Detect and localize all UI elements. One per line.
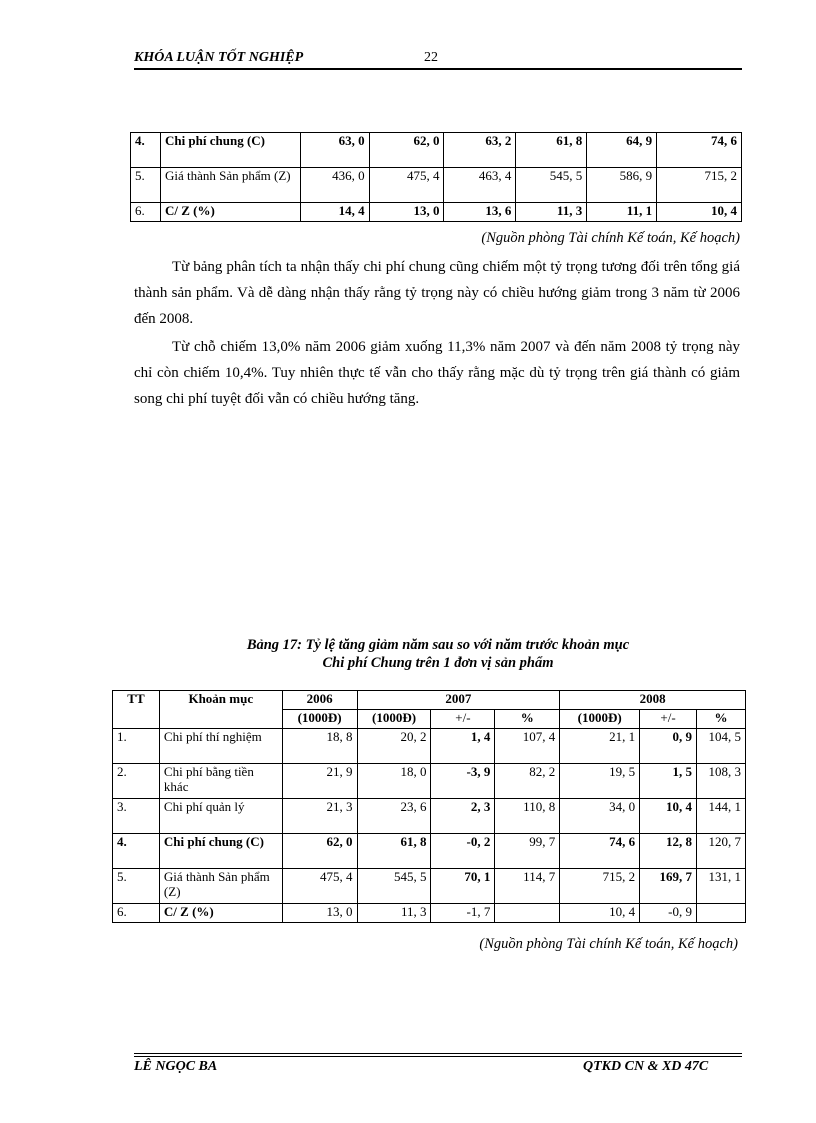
- cell-pct: 114, 7: [495, 869, 560, 904]
- cell-tt: 1.: [113, 729, 160, 764]
- footer-author: LÊ NGỌC BA: [134, 1059, 218, 1074]
- cell-value: 715, 2: [657, 168, 742, 203]
- cell-diff: 169, 7: [640, 869, 697, 904]
- cell-value: 20, 2: [357, 729, 431, 764]
- header-unit: (1000Đ): [560, 710, 640, 729]
- cell-value: 715, 2: [560, 869, 640, 904]
- cell-value: 586, 9: [587, 168, 657, 203]
- cell-item: Chi phí bằng tiền khác: [159, 764, 282, 799]
- cell-value: 21, 1: [560, 729, 640, 764]
- table-17-source: (Nguồn phòng Tài chính Kế toán, Kế hoạch): [479, 936, 738, 952]
- header-2006: 2006: [282, 691, 357, 710]
- header-unit: (1000Đ): [357, 710, 431, 729]
- cell-tt: 4.: [131, 133, 161, 168]
- footer-rule: [134, 1053, 742, 1054]
- header-pct: %: [697, 710, 746, 729]
- table-row: [113, 764, 746, 799]
- cell-value: 545, 5: [357, 869, 431, 904]
- cell-diff: 1, 5: [640, 764, 697, 799]
- footer-rule: [134, 1056, 742, 1057]
- cell-diff: 0, 9: [640, 729, 697, 764]
- cell-tt: 6.: [113, 904, 160, 923]
- cell-diff: -3, 9: [431, 764, 495, 799]
- cell-item: Chi phí thí nghiệm: [159, 729, 282, 764]
- cell-pct: 107, 4: [495, 729, 560, 764]
- table-row: [131, 203, 742, 222]
- paragraph-1: Từ bảng phân tích ta nhận thấy chi phí chung cũng chiếm một tỷ trọng tương đối trên tổng giá thành sản phẩm. Và dễ dàng nhận thấy rằng tỷ trọng này có chiều hướng giảm trong 3 năm từ 2006 đến 2008.: [134, 259, 740, 327]
- cell-value: 18, 0: [357, 764, 431, 799]
- cell-value: 61, 8: [357, 834, 431, 869]
- cell-value: 475, 4: [282, 869, 357, 904]
- header-diff: +/-: [431, 710, 495, 729]
- cell-pct: 82, 2: [495, 764, 560, 799]
- cell-tt: 5.: [131, 168, 161, 203]
- cell-diff: 2, 3: [431, 799, 495, 834]
- cell-value: 10, 4: [560, 904, 640, 923]
- cell-value: 61, 8: [516, 133, 587, 168]
- cell-value: 62, 0: [369, 133, 444, 168]
- cell-value: 21, 9: [282, 764, 357, 799]
- cell-value: 18, 8: [282, 729, 357, 764]
- cell-tt: 6.: [131, 203, 161, 222]
- cell-value: 74, 6: [560, 834, 640, 869]
- header-title: KHÓA LUẬN TỐT NGHIỆP: [134, 50, 304, 65]
- cell-diff: 1, 4: [431, 729, 495, 764]
- cell-item: C/ Z (%): [160, 203, 300, 222]
- header-unit: (1000Đ): [282, 710, 357, 729]
- cell-value: 14, 4: [300, 203, 369, 222]
- cell-value: 34, 0: [560, 799, 640, 834]
- cell-pct: 99, 7: [495, 834, 560, 869]
- header-diff: +/-: [640, 710, 697, 729]
- table-row: [113, 729, 746, 764]
- table-16-continued: [130, 132, 742, 222]
- cell-pct: 110, 8: [495, 799, 560, 834]
- cell-value: 10, 4: [657, 203, 742, 222]
- cell-value: 463, 4: [444, 168, 516, 203]
- cell-pct: 144, 1: [697, 799, 746, 834]
- cell-pct: 104, 5: [697, 729, 746, 764]
- table-16-source: (Nguồn phòng Tài chính Kế toán, Kế hoạch): [481, 230, 740, 246]
- cell-value: 64, 9: [587, 133, 657, 168]
- cell-diff: -0, 9: [640, 904, 697, 923]
- cell-tt: 5.: [113, 869, 160, 904]
- table-17: [112, 690, 746, 923]
- cell-pct: 108, 3: [697, 764, 746, 799]
- cell-value: 545, 5: [516, 168, 587, 203]
- cell-value: 23, 6: [357, 799, 431, 834]
- cell-tt: 4.: [113, 834, 160, 869]
- cell-item: Giá thành Sản phẩm (Z): [159, 869, 282, 904]
- cell-diff: 12, 8: [640, 834, 697, 869]
- table-row: [131, 133, 742, 168]
- cell-pct: 120, 7: [697, 834, 746, 869]
- cell-value: 11, 3: [357, 904, 431, 923]
- cell-value: 13, 6: [444, 203, 516, 222]
- cell-value: 11, 3: [516, 203, 587, 222]
- table-row: [113, 834, 746, 869]
- cell-diff: 10, 4: [640, 799, 697, 834]
- paragraph-2: Từ chỗ chiếm 13,0% năm 2006 giảm xuống 11,3% năm 2007 và đến năm 2008 tỷ trọng này chỉ còn chiếm 10,4%. Tuy nhiên thực tế vẫn cho thấy rằng mặc dù tỷ trọng trên giá thành có giảm song chi phí tuyệt đối vẫn có chiều hướng tăng.: [134, 339, 740, 407]
- cell-value: 63, 0: [300, 133, 369, 168]
- page-header: [134, 50, 742, 68]
- table-row: [113, 869, 746, 904]
- cell-value: 63, 2: [444, 133, 516, 168]
- footer-class: QTKD CN & XD 47C: [583, 1059, 709, 1074]
- cell-value: 11, 1: [587, 203, 657, 222]
- table-17-caption-line1: Bảng 17: Tỷ lệ tăng giảm năm sau so với năm trước khoản mục: [246, 637, 630, 653]
- cell-tt: 3.: [113, 799, 160, 834]
- cell-pct: [697, 904, 746, 923]
- cell-value: 436, 0: [300, 168, 369, 203]
- cell-diff: 70, 1: [431, 869, 495, 904]
- cell-item: Chi phí quản lý: [159, 799, 282, 834]
- cell-value: 475, 4: [369, 168, 444, 203]
- cell-value: 19, 5: [560, 764, 640, 799]
- cell-tt: 2.: [113, 764, 160, 799]
- header-2008: 2008: [560, 691, 746, 710]
- cell-pct: 131, 1: [697, 869, 746, 904]
- table-17-caption-line2: Chi phí Chung trên 1 đơn vị sản phẩm: [322, 655, 554, 671]
- cell-diff: -0, 2: [431, 834, 495, 869]
- table-header-row: [113, 691, 746, 710]
- cell-value: 62, 0: [282, 834, 357, 869]
- cell-item: Giá thành Sản phẩm (Z): [160, 168, 300, 203]
- header-item: Khoản mục: [159, 691, 282, 729]
- cell-diff: -1, 7: [431, 904, 495, 923]
- header-2007: 2007: [357, 691, 560, 710]
- table-row: [131, 168, 742, 203]
- cell-value: 13, 0: [282, 904, 357, 923]
- cell-item: C/ Z (%): [159, 904, 282, 923]
- cell-item: Chi phí chung (C): [159, 834, 282, 869]
- table-row: [113, 904, 746, 923]
- cell-value: 21, 3: [282, 799, 357, 834]
- table-row: [113, 799, 746, 834]
- header-rule: [134, 68, 742, 70]
- header-pct: %: [495, 710, 560, 729]
- cell-item: Chi phí chung (C): [160, 133, 300, 168]
- header-tt: TT: [113, 691, 160, 729]
- cell-value: 74, 6: [657, 133, 742, 168]
- cell-pct: [495, 904, 560, 923]
- page-number: 22: [424, 50, 438, 65]
- cell-value: 13, 0: [369, 203, 444, 222]
